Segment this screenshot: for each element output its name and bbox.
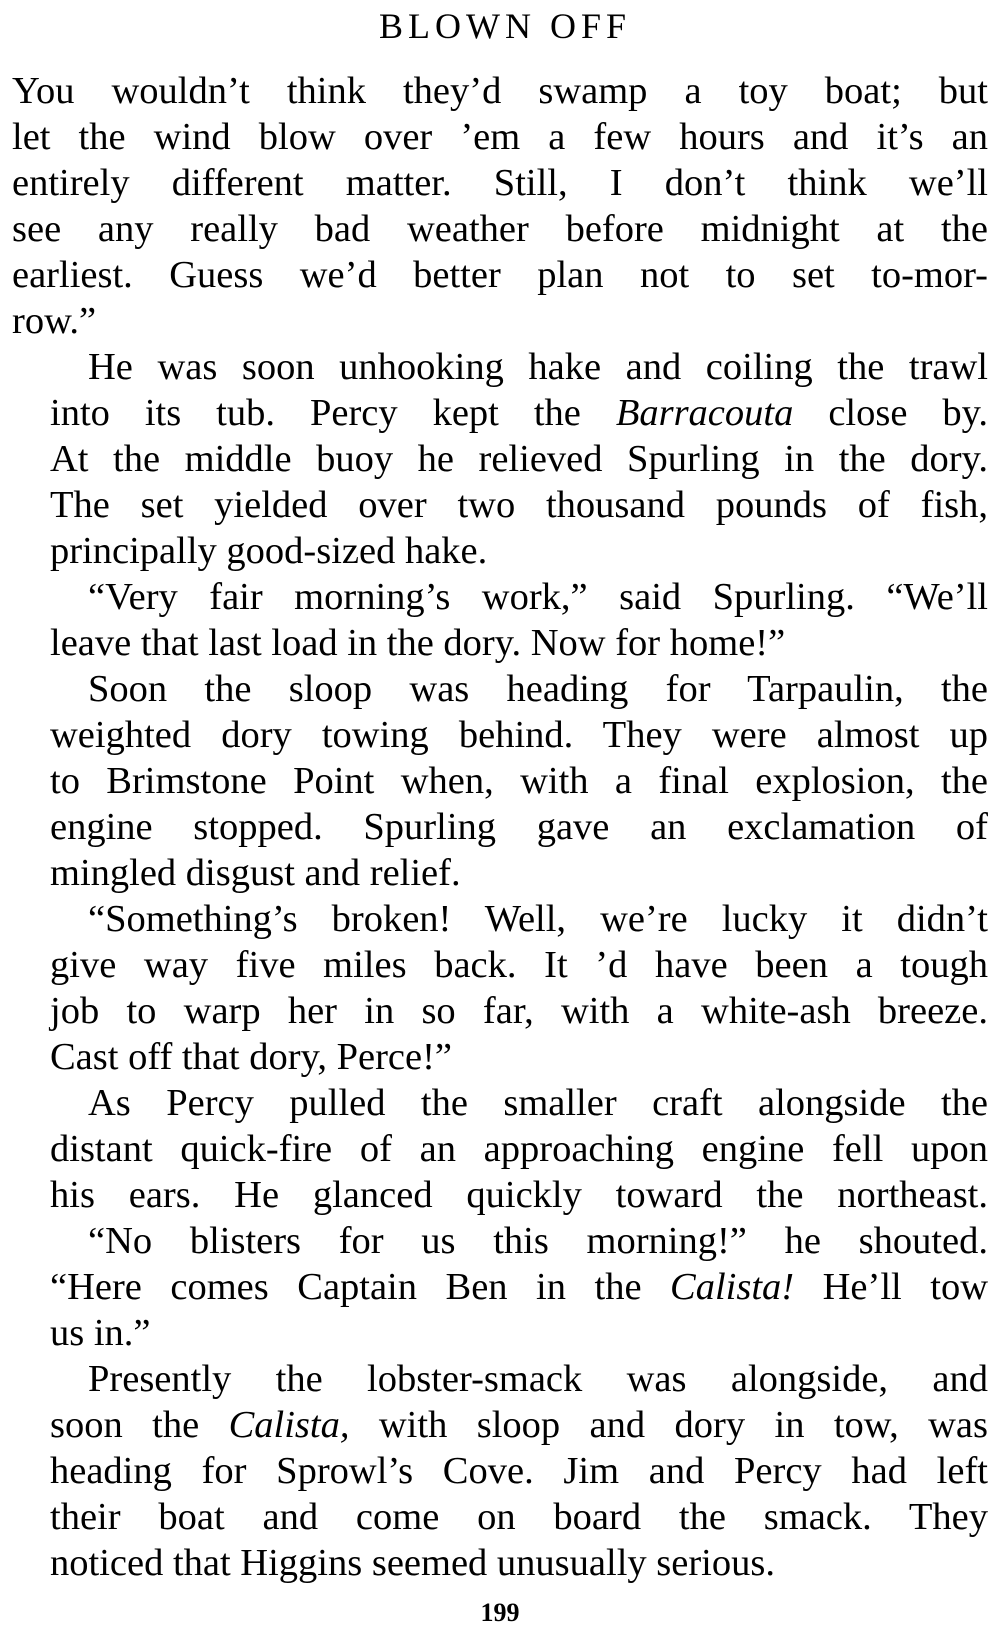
text-segment: into its tub. Percy kept the: [50, 392, 581, 434]
book-page: [12, 0, 988, 1646]
text-line: us in.”: [50, 1312, 151, 1354]
text-line: job to warp her in so far, with a white-ash breeze.: [50, 990, 988, 1032]
text-line: their boat and come on board the smack. They: [50, 1496, 988, 1538]
text-line: He was soon unhooking hake and coiling the trawl: [88, 346, 988, 388]
text-line: row.”: [12, 300, 97, 342]
text-segment: soon the: [50, 1404, 200, 1446]
paragraph-8: [12, 1356, 988, 1586]
body-text: [12, 68, 988, 1586]
paragraph-5: [12, 896, 988, 1080]
text-line: “Very fair morning’s work,” said Spurling. “We’ll: [88, 576, 988, 618]
text-line: engine stopped. Spurling gave an exclamation of: [50, 806, 988, 848]
text-line: principally good-sized hake.: [50, 530, 488, 572]
text-segment: He’ll tow: [794, 1266, 988, 1308]
text-line: At the middle buoy he relieved Spurling in the dory.: [50, 438, 988, 480]
text-line: The set yielded over two thousand pounds of fish,: [50, 484, 988, 526]
running-head: BLOWN OFF: [378, 6, 632, 46]
text-segment: “Here comes Captain Ben in the: [50, 1266, 642, 1308]
paragraph-2: [12, 344, 988, 574]
text-line: heading for Sprowl’s Cove. Jim and Percy had left: [50, 1450, 988, 1492]
text-line: weighted dory towing behind. They were almost up: [50, 714, 988, 756]
text-line: noticed that Higgins seemed unusually serious.: [50, 1542, 775, 1584]
page-number: 199: [480, 1598, 520, 1627]
text-line: As Percy pulled the smaller craft alongside the: [88, 1082, 988, 1124]
text-line-with-italic: [12, 1264, 988, 1310]
text-line: Cast off that dory, Perce!”: [50, 1036, 452, 1078]
text-line-with-italic: [12, 390, 988, 436]
text-line: Presently the lobster-smack was alongside, and: [88, 1358, 988, 1400]
text-line: “No blisters for us this morning!” he shouted.: [88, 1220, 988, 1262]
text-line: leave that last load in the dory. Now for home!”: [50, 622, 786, 664]
text-segment: close by.: [793, 392, 989, 434]
paragraph-7: [12, 1218, 988, 1356]
text-line: see any really bad weather before midnight at the: [12, 208, 988, 250]
text-line: “Something’s broken! Well, we’re lucky it didn’t: [88, 898, 988, 940]
paragraph-1: [12, 68, 988, 344]
text-line: to Brimstone Point when, with a final explosion, the: [50, 760, 988, 802]
text-line: earliest. Guess we’d better plan not to set to-mor-: [12, 254, 988, 296]
paragraph-6: [12, 1080, 988, 1218]
text-line: let the wind blow over ’em a few hours and it’s an: [12, 116, 988, 158]
vessel-name: Barracouta: [615, 392, 794, 434]
text-line: entirely different matter. Still, I don’t think we’ll: [12, 162, 988, 204]
text-line: give way five miles back. It ’d have been a tough: [50, 944, 988, 986]
paragraph-4: [12, 666, 988, 896]
vessel-name: Calista!: [670, 1266, 795, 1308]
text-line: mingled disgust and relief.: [50, 852, 461, 894]
text-line-with-italic: [12, 1402, 988, 1448]
paragraph-3: [12, 574, 988, 666]
text-line: distant quick-fire of an approaching engine fell upon: [50, 1128, 988, 1170]
text-segment: with sloop and dory in tow, was: [349, 1404, 988, 1446]
text-line: Soon the sloop was heading for Tarpaulin, the: [88, 668, 988, 710]
text-line: You wouldn’t think they’d swamp a toy boat; but: [12, 70, 988, 112]
vessel-name: Calista,: [228, 1404, 350, 1446]
text-line: his ears. He glanced quickly toward the northeast.: [50, 1174, 988, 1216]
